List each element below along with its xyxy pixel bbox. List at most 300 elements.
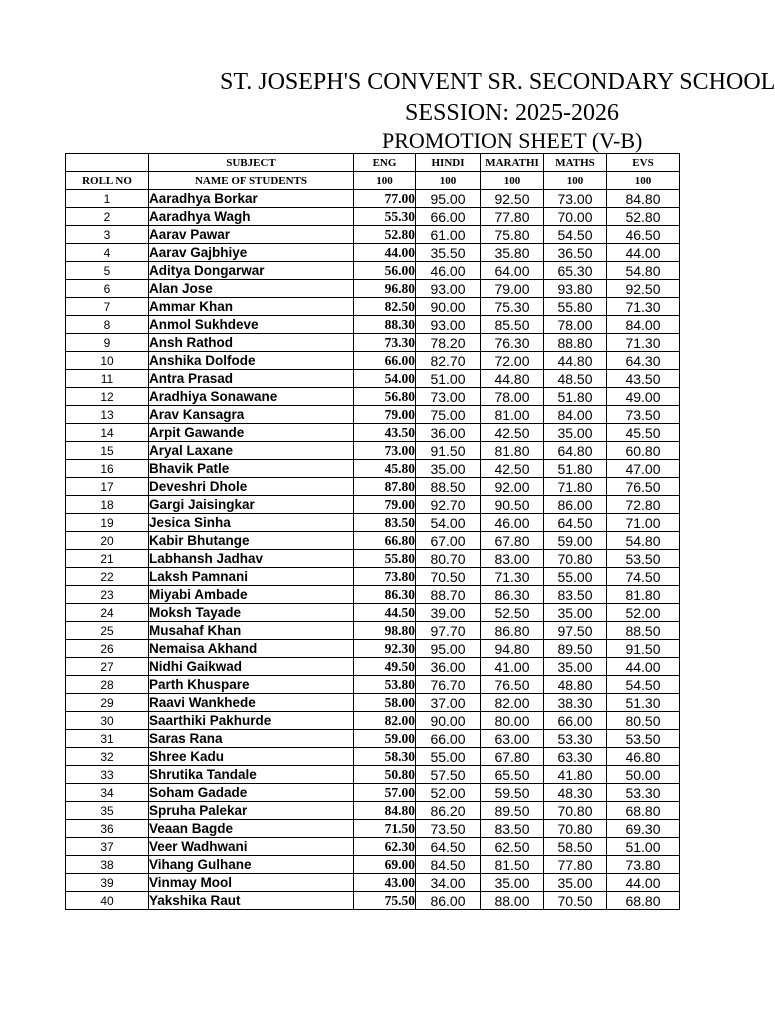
marks-maths-cell: 38.30 [544, 694, 607, 712]
student-row [66, 712, 680, 730]
marks-evs-cell: 52.00 [607, 604, 680, 622]
marks-maths-cell: 35.00 [544, 424, 607, 442]
roll-number-cell: 11 [66, 370, 149, 388]
marks-evs-cell: 68.80 [607, 802, 680, 820]
marks-marathi-cell: 76.50 [481, 676, 544, 694]
marks-maths-cell: 35.00 [544, 658, 607, 676]
marks-eng-cell: 45.80 [354, 460, 416, 478]
marks-hindi-cell: 35.50 [416, 244, 481, 262]
student-row [66, 604, 680, 622]
student-name-cell: Laksh Pamnani [149, 568, 354, 586]
marks-evs-cell: 44.00 [607, 658, 680, 676]
marks-eng-cell: 92.30 [354, 640, 416, 658]
student-row [66, 514, 680, 532]
subject-evs: EVS [607, 154, 680, 172]
marks-marathi-cell: 72.00 [481, 352, 544, 370]
student-row [66, 730, 680, 748]
marks-eng-cell: 43.50 [354, 424, 416, 442]
marks-maths-cell: 48.30 [544, 784, 607, 802]
marks-maths-cell: 36.50 [544, 244, 607, 262]
marks-hindi-cell: 90.00 [416, 298, 481, 316]
roll-number-cell: 23 [66, 586, 149, 604]
student-row [66, 262, 680, 280]
max-marks-row [66, 172, 680, 190]
marks-evs-cell: 44.00 [607, 244, 680, 262]
roll-number-cell: 28 [66, 676, 149, 694]
marks-eng-cell: 66.00 [354, 352, 416, 370]
student-row [66, 424, 680, 442]
roll-number-cell: 1 [66, 190, 149, 208]
student-row [66, 280, 680, 298]
marks-evs-cell: 71.30 [607, 298, 680, 316]
marks-hindi-cell: 64.50 [416, 838, 481, 856]
student-row [66, 352, 680, 370]
marks-marathi-cell: 77.80 [481, 208, 544, 226]
empty-header-cell [66, 154, 149, 172]
student-row [66, 640, 680, 658]
marks-evs-cell: 53.50 [607, 730, 680, 748]
roll-number-cell: 37 [66, 838, 149, 856]
marks-evs-cell: 76.50 [607, 478, 680, 496]
marks-evs-cell: 71.00 [607, 514, 680, 532]
student-name-cell: Aradhiya Sonawane [149, 388, 354, 406]
marks-hindi-cell: 76.70 [416, 676, 481, 694]
marks-evs-cell: 51.00 [607, 838, 680, 856]
student-row [66, 856, 680, 874]
marks-maths-cell: 83.50 [544, 586, 607, 604]
marks-hindi-cell: 67.00 [416, 532, 481, 550]
marks-maths-cell: 59.00 [544, 532, 607, 550]
marks-evs-cell: 51.30 [607, 694, 680, 712]
marks-evs-cell: 53.50 [607, 550, 680, 568]
student-name-cell: Miyabi Ambade [149, 586, 354, 604]
marks-hindi-cell: 70.50 [416, 568, 481, 586]
marks-evs-cell: 43.50 [607, 370, 680, 388]
student-name-cell: Aarav Gajbhiye [149, 244, 354, 262]
student-name-cell: Arav Kansagra [149, 406, 354, 424]
student-name-cell: Deveshri Dhole [149, 478, 354, 496]
max-marks-marathi: 100 [481, 172, 544, 190]
marks-hindi-cell: 54.00 [416, 514, 481, 532]
student-row [66, 532, 680, 550]
max-marks-maths: 100 [544, 172, 607, 190]
marks-hindi-cell: 90.00 [416, 712, 481, 730]
student-row [66, 784, 680, 802]
student-name-cell: Jesica Sinha [149, 514, 354, 532]
marks-eng-cell: 77.00 [354, 190, 416, 208]
marks-marathi-cell: 35.00 [481, 874, 544, 892]
name-header: NAME OF STUDENTS [149, 172, 354, 190]
roll-number-cell: 20 [66, 532, 149, 550]
student-row [66, 388, 680, 406]
marks-evs-cell: 54.80 [607, 262, 680, 280]
promotion-table [65, 153, 680, 910]
student-name-cell: Nemaisa Akhand [149, 640, 354, 658]
roll-number-cell: 16 [66, 460, 149, 478]
roll-number-cell: 8 [66, 316, 149, 334]
student-row [66, 406, 680, 424]
marks-eng-cell: 84.80 [354, 802, 416, 820]
marks-hindi-cell: 80.70 [416, 550, 481, 568]
marks-maths-cell: 84.00 [544, 406, 607, 424]
marks-evs-cell: 46.50 [607, 226, 680, 244]
marks-hindi-cell: 92.70 [416, 496, 481, 514]
student-row [66, 244, 680, 262]
marks-evs-cell: 80.50 [607, 712, 680, 730]
student-name-cell: Vihang Gulhane [149, 856, 354, 874]
marks-marathi-cell: 86.80 [481, 622, 544, 640]
marks-hindi-cell: 66.00 [416, 208, 481, 226]
marks-evs-cell: 49.00 [607, 388, 680, 406]
marks-maths-cell: 51.80 [544, 388, 607, 406]
marks-eng-cell: 73.00 [354, 442, 416, 460]
roll-number-cell: 21 [66, 550, 149, 568]
marks-maths-cell: 65.30 [544, 262, 607, 280]
marks-hindi-cell: 78.20 [416, 334, 481, 352]
marks-eng-cell: 50.80 [354, 766, 416, 784]
student-name-cell: Labhansh Jadhav [149, 550, 354, 568]
student-name-cell: Ammar Khan [149, 298, 354, 316]
marks-eng-cell: 52.80 [354, 226, 416, 244]
marks-hindi-cell: 91.50 [416, 442, 481, 460]
student-row [66, 658, 680, 676]
marks-eng-cell: 56.80 [354, 388, 416, 406]
student-row [66, 694, 680, 712]
marks-hindi-cell: 95.00 [416, 190, 481, 208]
student-row [66, 676, 680, 694]
marks-eng-cell: 57.00 [354, 784, 416, 802]
marks-eng-cell: 73.30 [354, 334, 416, 352]
marks-hindi-cell: 39.00 [416, 604, 481, 622]
marks-eng-cell: 83.50 [354, 514, 416, 532]
marks-evs-cell: 52.80 [607, 208, 680, 226]
marks-maths-cell: 86.00 [544, 496, 607, 514]
marks-maths-cell: 35.00 [544, 604, 607, 622]
student-name-cell: Saras Rana [149, 730, 354, 748]
marks-evs-cell: 91.50 [607, 640, 680, 658]
marks-maths-cell: 48.50 [544, 370, 607, 388]
student-row [66, 748, 680, 766]
roll-number-cell: 25 [66, 622, 149, 640]
marks-hindi-cell: 95.00 [416, 640, 481, 658]
marks-eng-cell: 59.00 [354, 730, 416, 748]
marks-marathi-cell: 75.80 [481, 226, 544, 244]
marks-eng-cell: 86.30 [354, 586, 416, 604]
student-row [66, 550, 680, 568]
subject-header-row [66, 154, 680, 172]
marks-eng-cell: 82.50 [354, 298, 416, 316]
marks-marathi-cell: 80.00 [481, 712, 544, 730]
marks-evs-cell: 73.80 [607, 856, 680, 874]
marks-maths-cell: 70.00 [544, 208, 607, 226]
marks-maths-cell: 77.80 [544, 856, 607, 874]
roll-number-cell: 6 [66, 280, 149, 298]
marks-hindi-cell: 57.50 [416, 766, 481, 784]
marks-marathi-cell: 46.00 [481, 514, 544, 532]
roll-number-cell: 14 [66, 424, 149, 442]
subject-marathi: MARATHI [481, 154, 544, 172]
max-marks-eng: 100 [354, 172, 416, 190]
marks-maths-cell: 53.30 [544, 730, 607, 748]
marks-hindi-cell: 86.20 [416, 802, 481, 820]
marks-marathi-cell: 67.80 [481, 532, 544, 550]
student-name-cell: Aarav Pawar [149, 226, 354, 244]
student-row [66, 460, 680, 478]
student-name-cell: Antra Prasad [149, 370, 354, 388]
marks-evs-cell: 53.30 [607, 784, 680, 802]
marks-maths-cell: 70.80 [544, 820, 607, 838]
marks-eng-cell: 69.00 [354, 856, 416, 874]
roll-number-cell: 19 [66, 514, 149, 532]
marks-hindi-cell: 93.00 [416, 280, 481, 298]
sheet-title: PROMOTION SHEET (V-B) [382, 128, 643, 153]
roll-number-cell: 30 [66, 712, 149, 730]
marks-marathi-cell: 63.00 [481, 730, 544, 748]
marks-hindi-cell: 93.00 [416, 316, 481, 334]
marks-maths-cell: 64.50 [544, 514, 607, 532]
roll-number-cell: 13 [66, 406, 149, 424]
marks-hindi-cell: 86.00 [416, 892, 481, 910]
roll-number-cell: 5 [66, 262, 149, 280]
student-row [66, 190, 680, 208]
student-row [66, 316, 680, 334]
marks-evs-cell: 84.80 [607, 190, 680, 208]
marks-evs-cell: 54.50 [607, 676, 680, 694]
roll-number-cell: 38 [66, 856, 149, 874]
roll-number-cell: 9 [66, 334, 149, 352]
marks-maths-cell: 44.80 [544, 352, 607, 370]
student-row [66, 820, 680, 838]
marks-maths-cell: 35.00 [544, 874, 607, 892]
student-row [66, 226, 680, 244]
marks-hindi-cell: 34.00 [416, 874, 481, 892]
marks-eng-cell: 98.80 [354, 622, 416, 640]
school-title: ST. JOSEPH'S CONVENT SR. SECONDARY SCHOOL [220, 69, 775, 95]
student-row [66, 370, 680, 388]
marks-marathi-cell: 86.30 [481, 586, 544, 604]
marks-marathi-cell: 83.00 [481, 550, 544, 568]
marks-eng-cell: 43.00 [354, 874, 416, 892]
marks-marathi-cell: 82.00 [481, 694, 544, 712]
marks-hindi-cell: 36.00 [416, 658, 481, 676]
marks-marathi-cell: 41.00 [481, 658, 544, 676]
session-title: SESSION: 2025-2026 [405, 100, 620, 126]
student-row [66, 208, 680, 226]
marks-evs-cell: 88.50 [607, 622, 680, 640]
student-name-cell: Musahaf Khan [149, 622, 354, 640]
marks-eng-cell: 62.30 [354, 838, 416, 856]
marks-eng-cell: 88.30 [354, 316, 416, 334]
roll-number-cell: 31 [66, 730, 149, 748]
student-row [66, 586, 680, 604]
student-name-cell: Gargi Jaisingkar [149, 496, 354, 514]
student-row [66, 766, 680, 784]
marks-marathi-cell: 59.50 [481, 784, 544, 802]
roll-number-cell: 24 [66, 604, 149, 622]
marks-marathi-cell: 76.30 [481, 334, 544, 352]
roll-number-cell: 29 [66, 694, 149, 712]
marks-eng-cell: 82.00 [354, 712, 416, 730]
marks-eng-cell: 73.80 [354, 568, 416, 586]
student-name-cell: Aryal Laxane [149, 442, 354, 460]
student-row [66, 496, 680, 514]
marks-eng-cell: 71.50 [354, 820, 416, 838]
marks-evs-cell: 81.80 [607, 586, 680, 604]
marks-eng-cell: 56.00 [354, 262, 416, 280]
marks-eng-cell: 54.00 [354, 370, 416, 388]
marks-eng-cell: 58.30 [354, 748, 416, 766]
marks-eng-cell: 66.80 [354, 532, 416, 550]
student-row [66, 874, 680, 892]
student-name-cell: Nidhi Gaikwad [149, 658, 354, 676]
marks-eng-cell: 49.50 [354, 658, 416, 676]
marks-evs-cell: 72.80 [607, 496, 680, 514]
marks-marathi-cell: 81.80 [481, 442, 544, 460]
max-marks-hindi: 100 [416, 172, 481, 190]
student-name-cell: Aditya Dongarwar [149, 262, 354, 280]
marks-evs-cell: 71.30 [607, 334, 680, 352]
student-row [66, 442, 680, 460]
marks-maths-cell: 78.00 [544, 316, 607, 334]
student-name-cell: Bhavik Patle [149, 460, 354, 478]
marks-marathi-cell: 35.80 [481, 244, 544, 262]
marks-marathi-cell: 52.50 [481, 604, 544, 622]
student-row [66, 622, 680, 640]
roll-number-cell: 18 [66, 496, 149, 514]
roll-number-cell: 2 [66, 208, 149, 226]
marks-evs-cell: 45.50 [607, 424, 680, 442]
student-name-cell: Arpit Gawande [149, 424, 354, 442]
student-row [66, 298, 680, 316]
marks-maths-cell: 66.00 [544, 712, 607, 730]
marks-evs-cell: 50.00 [607, 766, 680, 784]
subject-label: SUBJECT [149, 154, 354, 172]
marks-evs-cell: 64.30 [607, 352, 680, 370]
student-row [66, 892, 680, 910]
marks-hindi-cell: 55.00 [416, 748, 481, 766]
student-name-cell: Saarthiki Pakhurde [149, 712, 354, 730]
marks-eng-cell: 75.50 [354, 892, 416, 910]
marks-marathi-cell: 90.50 [481, 496, 544, 514]
marks-marathi-cell: 78.00 [481, 388, 544, 406]
marks-hindi-cell: 73.50 [416, 820, 481, 838]
marks-evs-cell: 69.30 [607, 820, 680, 838]
student-name-cell: Veer Wadhwani [149, 838, 354, 856]
marks-marathi-cell: 92.00 [481, 478, 544, 496]
student-row [66, 838, 680, 856]
marks-evs-cell: 54.80 [607, 532, 680, 550]
student-row [66, 334, 680, 352]
student-name-cell: Anmol Sukhdeve [149, 316, 354, 334]
marks-hindi-cell: 52.00 [416, 784, 481, 802]
marks-hindi-cell: 88.70 [416, 586, 481, 604]
student-name-cell: Moksh Tayade [149, 604, 354, 622]
marks-maths-cell: 97.50 [544, 622, 607, 640]
marks-marathi-cell: 42.50 [481, 424, 544, 442]
marks-hindi-cell: 66.00 [416, 730, 481, 748]
student-name-cell: Anshika Dolfode [149, 352, 354, 370]
marks-eng-cell: 55.30 [354, 208, 416, 226]
marks-eng-cell: 55.80 [354, 550, 416, 568]
marks-hindi-cell: 51.00 [416, 370, 481, 388]
marks-hindi-cell: 35.00 [416, 460, 481, 478]
marks-hindi-cell: 37.00 [416, 694, 481, 712]
marks-maths-cell: 70.80 [544, 550, 607, 568]
roll-number-cell: 40 [66, 892, 149, 910]
roll-number-cell: 17 [66, 478, 149, 496]
marks-hindi-cell: 82.70 [416, 352, 481, 370]
marks-maths-cell: 71.80 [544, 478, 607, 496]
marks-maths-cell: 54.50 [544, 226, 607, 244]
student-name-cell: Alan Jose [149, 280, 354, 298]
roll-number-cell: 34 [66, 784, 149, 802]
roll-number-cell: 33 [66, 766, 149, 784]
student-name-cell: Parth Khuspare [149, 676, 354, 694]
marks-marathi-cell: 81.50 [481, 856, 544, 874]
marks-evs-cell: 73.50 [607, 406, 680, 424]
student-name-cell: Yakshika Raut [149, 892, 354, 910]
marks-maths-cell: 48.80 [544, 676, 607, 694]
max-marks-evs: 100 [607, 172, 680, 190]
marks-marathi-cell: 89.50 [481, 802, 544, 820]
marks-marathi-cell: 94.80 [481, 640, 544, 658]
roll-number-cell: 7 [66, 298, 149, 316]
roll-number-cell: 12 [66, 388, 149, 406]
marks-eng-cell: 53.80 [354, 676, 416, 694]
student-row [66, 478, 680, 496]
roll-number-cell: 15 [66, 442, 149, 460]
marks-maths-cell: 64.80 [544, 442, 607, 460]
marks-maths-cell: 63.30 [544, 748, 607, 766]
marks-hindi-cell: 84.50 [416, 856, 481, 874]
roll-number-cell: 27 [66, 658, 149, 676]
student-name-cell: Kabir Bhutange [149, 532, 354, 550]
roll-number-cell: 39 [66, 874, 149, 892]
student-name-cell: Shrutika Tandale [149, 766, 354, 784]
student-name-cell: Aaradhya Wagh [149, 208, 354, 226]
marks-marathi-cell: 65.50 [481, 766, 544, 784]
marks-eng-cell: 79.00 [354, 406, 416, 424]
marks-maths-cell: 70.50 [544, 892, 607, 910]
marks-eng-cell: 96.80 [354, 280, 416, 298]
marks-evs-cell: 60.80 [607, 442, 680, 460]
marks-marathi-cell: 92.50 [481, 190, 544, 208]
marks-hindi-cell: 75.00 [416, 406, 481, 424]
roll-number-cell: 22 [66, 568, 149, 586]
marks-marathi-cell: 71.30 [481, 568, 544, 586]
marks-marathi-cell: 67.80 [481, 748, 544, 766]
subject-maths: MATHS [544, 154, 607, 172]
marks-hindi-cell: 88.50 [416, 478, 481, 496]
marks-marathi-cell: 88.00 [481, 892, 544, 910]
student-name-cell: Spruha Palekar [149, 802, 354, 820]
marks-eng-cell: 87.80 [354, 478, 416, 496]
marks-marathi-cell: 83.50 [481, 820, 544, 838]
student-row [66, 802, 680, 820]
marks-marathi-cell: 44.80 [481, 370, 544, 388]
marks-marathi-cell: 85.50 [481, 316, 544, 334]
marks-evs-cell: 68.80 [607, 892, 680, 910]
student-name-cell: Raavi Wankhede [149, 694, 354, 712]
marks-marathi-cell: 42.50 [481, 460, 544, 478]
marks-maths-cell: 73.00 [544, 190, 607, 208]
marks-hindi-cell: 73.00 [416, 388, 481, 406]
marks-evs-cell: 74.50 [607, 568, 680, 586]
marks-evs-cell: 92.50 [607, 280, 680, 298]
marks-eng-cell: 44.50 [354, 604, 416, 622]
student-name-cell: Vinmay Mool [149, 874, 354, 892]
marks-hindi-cell: 36.00 [416, 424, 481, 442]
